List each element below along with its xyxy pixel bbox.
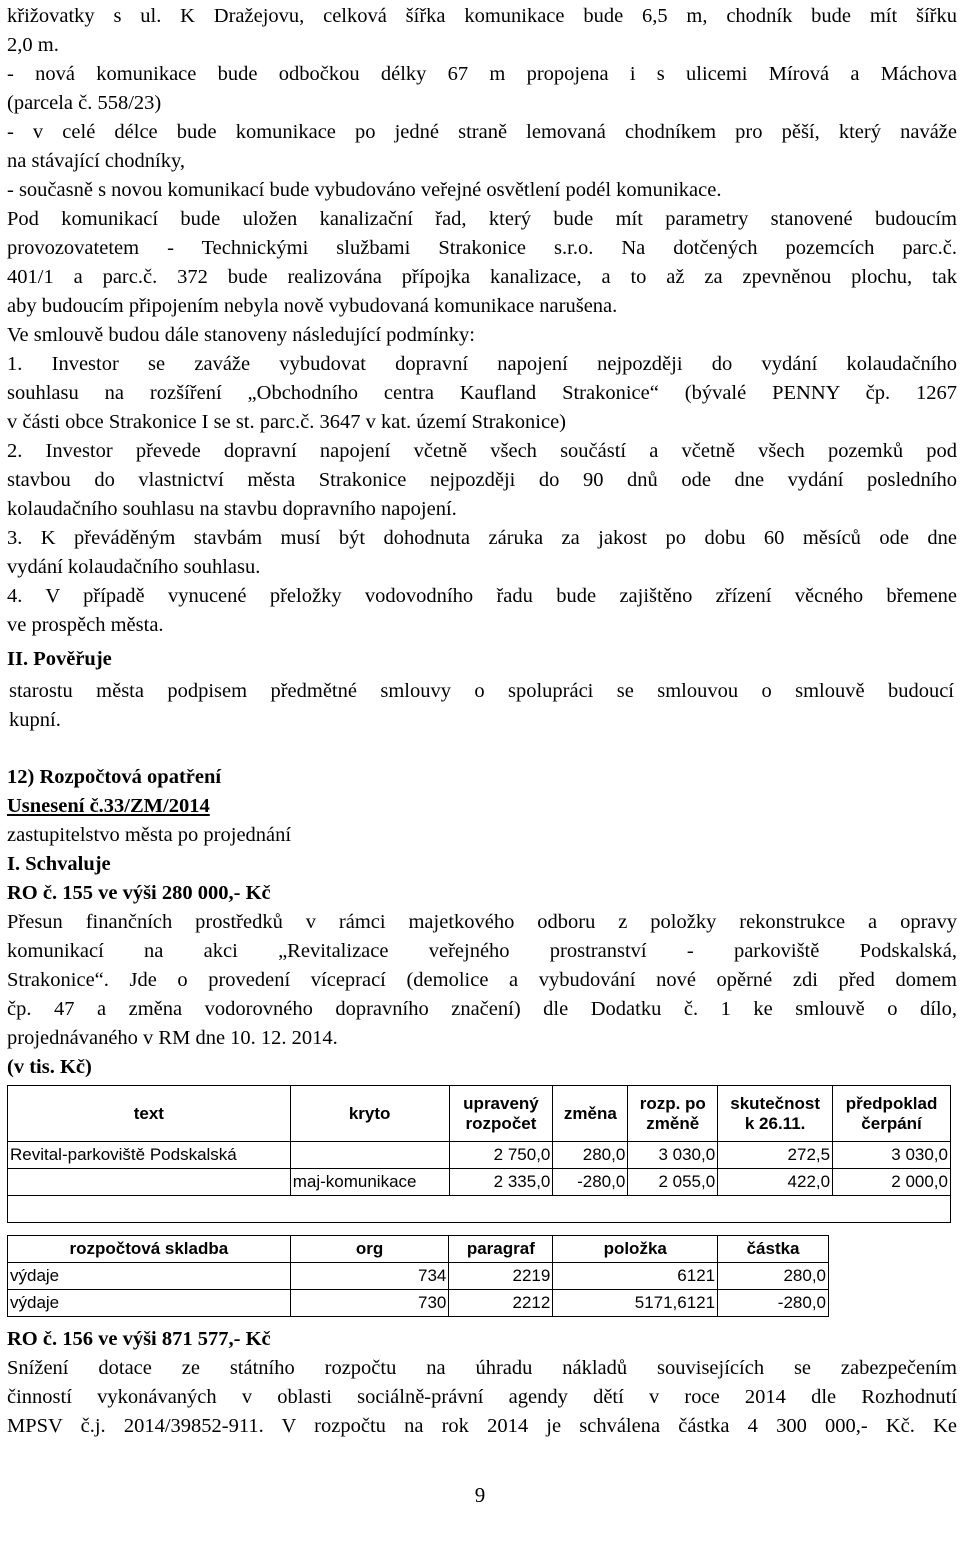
text-line: vydání kolaudačního souhlasu. [7,556,261,578]
table-cell: 2212 [449,1290,553,1317]
table-row [8,1169,951,1196]
table-cell: 2 055,0 [628,1169,718,1196]
text-line: stavbou do vlastnictví města Strakonice nejpozději do 90 dnů ode dne vydání posledního [7,469,957,491]
table-cell: 3 030,0 [628,1142,718,1169]
table-cell: maj-komunikace [290,1169,449,1196]
text-line: - v celé délce bude komunikace po jedné straně lemovaná chodníkem pro pěší, který naváže [7,121,957,143]
budget-change-table [7,1085,951,1223]
text-line: čp. 47 a změna vodorovného dopravního značení) dle Dodatku č. 1 ke smlouvě o dílo, [7,998,957,1020]
text-line: - současně s novou komunikací bude vybudováno veřejné osvětlení podél komunikace. [7,179,722,201]
header-cell: skutečnost k 26.11. [718,1086,833,1142]
table-cell: výdaje [8,1290,291,1317]
header-cell: změna [553,1086,628,1142]
table-cell: 5171,6121 [553,1290,718,1317]
header-cell: předpoklad čerpání [833,1086,951,1142]
text-line: kupní. [9,709,61,731]
schvaluje-heading: I. Schvaluje [7,853,111,875]
table-cell: Revital-parkoviště Podskalská [8,1142,291,1169]
text-line: 3. K převáděným stavbám musí být dohodnuta záruka za jakost po dobu 60 měsíců ode dne [7,527,957,549]
resolution-number: Usnesení č.33/ZM/2014 [7,795,210,817]
header-cell: rozpočtová skladba [8,1236,291,1263]
table-cell: 2 000,0 [833,1169,951,1196]
text-line: Přesun finančních prostředků v rámci majetkového odboru z položky rekonstrukce a opravy [7,911,957,933]
text-line: 401/1 a parc.č. 372 bude realizována přípojka kanalizace, a to až za zpevněnou plochu, tak [7,266,957,288]
table-cell: 272,5 [718,1142,833,1169]
text-line: souhlasu na rozšíření „Obchodního centra Kaufland Strakonice“ (bývalé PENNY čp. 1267 [7,382,957,404]
text-line: Strakonice“. Jde o provedení víceprací (demolice a vybudování nové opěrné zdi před domem [7,969,957,991]
text-line: křižovatky s ul. K Dražejovu, celková šířka komunikace bude 6,5 m, chodník bude mít šířku [7,5,957,27]
text-line: - nová komunikace bude odbočkou délky 67 m propojena i s ulicemi Mírová a Máchova [7,63,957,85]
budget-structure-table [7,1235,829,1317]
text-line: Ve smlouvě budou dále stanoveny následující podmínky: [7,324,476,346]
table-cell: -280,0 [553,1169,628,1196]
text-line: na stávající chodníky, [7,150,185,172]
table-cell: 734 [290,1263,449,1290]
table-cell: 2219 [449,1263,553,1290]
table-cell: 3 030,0 [833,1142,951,1169]
table-header-row [8,1086,951,1142]
header-cell: upravený rozpočet [449,1086,553,1142]
table-row [8,1263,829,1290]
table-header-row [8,1236,829,1263]
header-cell: rozp. po změně [628,1086,718,1142]
text-line: projednávaného v RM dne 10. 12. 2014. [7,1027,338,1049]
header-cell: paragraf [449,1236,553,1263]
header-cell: text [8,1086,291,1142]
header-cell: kryto [290,1086,449,1142]
page-number: 9 [474,1483,486,1507]
unit-label: (v tis. Kč) [7,1056,92,1078]
header-cell: částka [718,1236,829,1263]
text-line: starostu města podpisem předmětné smlouvy o spolupráci se smlouvou o smlouvě budoucí [9,680,954,702]
table-cell [8,1196,951,1223]
text-line: komunikací na akci „Revitalizace veřejného prostranství - parkoviště Podskalská, [7,940,957,962]
ro155-heading: RO č. 155 ve výši 280 000,- Kč [7,882,271,904]
text-line: Pod komunikací bude uložen kanalizační řad, který bude mít parametry stanovené budoucím [7,208,957,230]
text-line: kolaudačního souhlasu na stavbu dopravního napojení. [7,498,457,520]
text-line: ve prospěch města. [7,614,164,636]
table-cell: 280,0 [718,1263,829,1290]
text-line: v části obce Strakonice I se st. parc.č. 3647 v kat. území Strakonice) [7,411,567,433]
table-cell: 6121 [553,1263,718,1290]
table-cell: 422,0 [718,1169,833,1196]
table-cell: 2 750,0 [449,1142,553,1169]
text-line: (parcela č. 558/23) [7,92,162,114]
table-cell [8,1169,291,1196]
text-line: Snížení dotace ze státního rozpočtu na úhradu nákladů souvisejících se zabezpečením [7,1357,957,1379]
section-heading-poveruje: II. Pověřuje [7,648,112,670]
text-line: 1. Investor se zaváže vybudovat dopravní napojení nejpozději do vydání kolaudačního [7,353,957,375]
text-line: zastupitelstvo města po projednání [7,824,292,846]
table-row [8,1290,829,1317]
table-empty-row [8,1196,951,1223]
text-line: 2,0 m. [7,34,59,56]
ro156-heading: RO č. 156 ve výši 871 577,- Kč [7,1328,271,1350]
header-cell: položka [553,1236,718,1263]
table-cell: výdaje [8,1263,291,1290]
table-cell: 730 [290,1290,449,1317]
text-line: 2. Investor převede dopravní napojení včetně všech součástí a včetně všech pozemků pod [7,440,957,462]
text-line: 4. V případě vynucené přeložky vodovodního řadu bude zajištěno zřízení věcného břemene [7,585,957,607]
table-row [8,1142,951,1169]
header-cell: org [290,1236,449,1263]
text-line: MPSV č.j. 2014/39852-911. V rozpočtu na rok 2014 je schválena částka 4 300 000,- Kč. Ke [7,1415,957,1437]
table-cell: 280,0 [553,1142,628,1169]
text-line: provozovatetem - Technickými službami Strakonice s.r.o. Na dotčených pozemcích parc.č. [7,237,957,259]
text-line: aby budoucím připojením nebyla nově vybudovaná komunikace narušena. [7,295,618,317]
table-cell: -280,0 [718,1290,829,1317]
section-heading-12: 12) Rozpočtová opatření [7,766,222,788]
table-cell [290,1142,449,1169]
table-cell: 2 335,0 [449,1169,553,1196]
text-line: činností vykonávaných v oblasti sociálně-právní agendy dětí v roce 2014 dle Rozhodnutí [7,1386,957,1408]
